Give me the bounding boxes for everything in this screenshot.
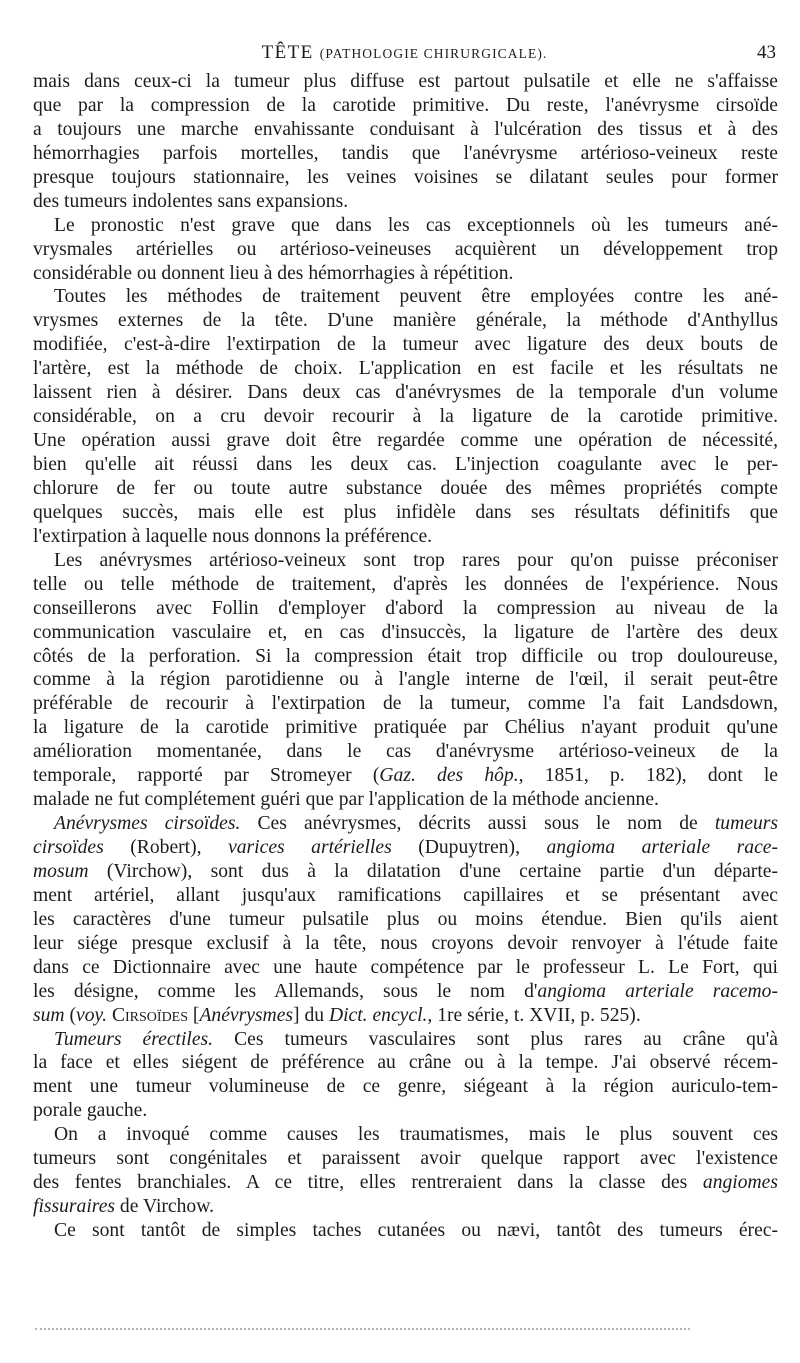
text-line (33, 908, 778, 932)
text-line (33, 1099, 778, 1123)
text-line (33, 668, 778, 692)
text-line (33, 190, 778, 214)
text-segment: la ligature de la carotide primitive pratiquée par Chélius n'ayant produit qu'une (33, 717, 778, 739)
text-segment: mosum (33, 860, 89, 882)
text-segment: temporale, rapporté par Stromeyer ( (33, 765, 380, 787)
text-segment: vrysmes externes de la tête. D'une manière générale, la méthode d'Anthyllus (33, 310, 778, 332)
text-segment: Les anévrysmes artérioso-veineux sont trop rares pour qu'on puisse préconiser (54, 549, 778, 571)
text-segment: [ (188, 1004, 200, 1026)
text-line (33, 740, 778, 764)
text-segment: conseillerons avec Follin d'employer d'abord la compression au niveau de la (33, 597, 778, 619)
text-line (33, 1004, 778, 1028)
text-segment: Une opération aussi grave doit être regardée comme une opération de nécessité, (33, 430, 778, 452)
text-line (33, 932, 778, 956)
text-segment: , 1851, p. 182), dont le (518, 765, 778, 787)
text-segment: Ces anévrysmes, décrits aussi sous le nom de (240, 813, 715, 835)
text-segment: , 1re série, t. XVII, p. 525). (427, 1004, 641, 1026)
text-line (33, 94, 778, 118)
text-line (33, 381, 778, 405)
text-line (33, 309, 778, 333)
text-line (33, 1195, 778, 1219)
text-segment: modifiée, c'est-à-dire l'extirpation de la tumeur avec ligature des deux bouts de (33, 334, 778, 356)
text-line (33, 692, 778, 716)
text-segment: presque toujours stationnaire, les veines voisines se dilatant seules pour former (33, 166, 778, 188)
text-line (33, 1075, 778, 1099)
text-segment: cirsoïdes (33, 837, 104, 858)
text-line (33, 788, 778, 812)
text-segment: considérable ou donnent lieu à des hémorrhagies à répétition. (33, 262, 514, 284)
text-segment: (Dupuytren), (391, 837, 547, 858)
text-segment: ( (64, 1004, 77, 1026)
text-line (33, 405, 778, 429)
header-title-sub: (PATHOLOGIE CHIRURGICALE). (319, 46, 548, 61)
text-segment: comme à la région parotidienne ou à l'angle interne de l'œil, il serait peut-être (33, 669, 778, 691)
text-segment: Ces tumeurs vasculaires sont plus rares au crâne qu'à (213, 1028, 778, 1050)
text-segment: ment une tumeur volumineuse de ce genre, siégeant à la région auriculo-tem- (33, 1076, 778, 1098)
text-segment: considérable, on a cru devoir recourir à la ligature de la carotide primitive. (33, 406, 778, 428)
text-segment: voy. (76, 1004, 108, 1026)
text-segment: des tumeurs indolentes sans expansions. (33, 190, 349, 212)
header-title (33, 42, 776, 64)
text-line (33, 357, 778, 381)
text-segment: hémorrhagies parfois mortelles, tandis que l'anévrysme artérioso-veineux reste (33, 142, 778, 164)
text-segment: (Robert), (103, 837, 229, 858)
text-segment: ment artériel, allant jusqu'aux ramifications capillaires et se présentant avec (33, 884, 778, 906)
text-segment: Toutes les méthodes de traitement peuvent être employées contre les ané- (54, 286, 778, 308)
text-segment: fissuraires (33, 1196, 116, 1218)
text-segment: sum (33, 1004, 65, 1026)
text-line (33, 285, 778, 309)
running-header (33, 42, 776, 72)
text-line (33, 118, 778, 142)
text-segment: de Virchow. (115, 1196, 214, 1218)
text-line (33, 1123, 778, 1147)
body-text (33, 70, 778, 1243)
text-segment: angioma arteriale racemo- (537, 980, 779, 1002)
text-segment: vrysmales artérielles ou artérioso-veineuses acquièrent un développement trop (33, 238, 778, 260)
page-number: 43 (757, 42, 776, 63)
text-segment: bien qu'elle ait réussi dans les deux cas. L'injection coagulante avec le per- (33, 454, 778, 475)
text-segment: varices artérielles (228, 837, 392, 858)
text-line (33, 1051, 778, 1075)
text-line (33, 70, 778, 94)
text-line (33, 1147, 778, 1171)
text-segment: (Virchow), sont dus à la dilatation d'une certaine partie d'un départe- (88, 860, 778, 882)
text-segment: quelques succès, mais elle est plus infidèle dans ses résultats définitifs que (33, 501, 778, 523)
text-line (33, 836, 778, 860)
text-segment: préférable de recourir à l'extirpation de la tumeur, comme l'a fait Landsdown, (33, 693, 778, 715)
text-segment: angioma arteriale race- (546, 837, 778, 858)
text-segment: tumeurs sont congénitales et paraissent avoir quelque rapport avec l'existence (33, 1148, 778, 1170)
text-segment: l'extirpation à laquelle nous donnons la préférence. (33, 525, 433, 547)
text-line (33, 549, 778, 573)
text-segment: telle ou telle méthode de traitement, d'après les données de l'expérience. Nous (33, 573, 778, 595)
text-line (33, 812, 778, 836)
text-segment: malade ne fut complétement guéri que par l'application de la méthode ancienne. (33, 789, 659, 811)
text-line (33, 1171, 778, 1195)
text-line (33, 1028, 778, 1052)
text-line (33, 980, 778, 1004)
text-segment: Le pronostic n'est grave que dans les cas exceptionnels où les tumeurs ané- (54, 214, 778, 236)
text-line (33, 1219, 778, 1243)
text-segment: Ce sont tantôt de simples taches cutanées ou nævi, tantôt des tumeurs érec- (54, 1220, 778, 1241)
text-segment: laissent rien à désirer. Dans deux cas d'anévrysmes de la temporale d'un volume (33, 382, 778, 404)
text-line (33, 214, 778, 238)
footer-dotted-rule (35, 1328, 690, 1330)
text-line (33, 262, 778, 286)
text-line (33, 884, 778, 908)
text-line (33, 166, 778, 190)
header-title-main: TÊTE (261, 42, 314, 63)
text-line (33, 621, 778, 645)
text-segment: a toujours une marche envahissante conduisant à l'ulcération des tissus et à des (33, 118, 778, 140)
text-segment: Dict. encycl. (328, 1004, 428, 1026)
text-line (33, 501, 778, 525)
text-line (33, 142, 778, 166)
text-segment: les caractères d'une tumeur pulsatile plus ou moins étendue. Bien qu'ils aient (33, 908, 778, 930)
text-line (33, 525, 778, 549)
text-segment: porale gauche. (33, 1100, 148, 1122)
text-segment: amélioration momentanée, dans le cas d'anévrysme artérioso-veineux de la (33, 741, 778, 763)
text-line (33, 716, 778, 740)
text-line (33, 477, 778, 501)
text-segment: leur siége presque exclusif à la tête, nous croyons devoir renvoyer à l'étude faite (33, 932, 778, 954)
text-line (33, 860, 778, 884)
text-segment: Anévrysmes (199, 1004, 294, 1026)
text-line (33, 333, 778, 357)
text-segment: côtés de la perforation. Si la compression était trop difficile ou trop douloureuse, (33, 645, 778, 667)
text-line (33, 956, 778, 980)
text-segment: la face et elles siégent de préférence au crâne ou à la tempe. J'ai observé récem- (33, 1052, 778, 1074)
text-segment: angiomes (702, 1172, 778, 1194)
text-segment: Cirsoïdes (111, 1004, 189, 1026)
text-segment: Tumeurs érectiles. (54, 1028, 214, 1050)
text-line (33, 645, 778, 669)
text-segment: que par la compression de la carotide primitive. Du reste, l'anévrysme cirsoïde (33, 94, 778, 116)
text-line (33, 453, 778, 477)
text-segment: Gaz. des hôp. (379, 765, 519, 787)
text-segment: tumeurs (714, 813, 778, 835)
text-line (33, 573, 778, 597)
text-segment: communication vasculaire et, en cas d'insuccès, la ligature de l'artère des deux (33, 621, 778, 643)
text-line (33, 597, 778, 621)
text-segment: ] du (293, 1004, 329, 1026)
text-segment: On a invoqué comme causes les traumatismes, mais le plus souvent ces (54, 1124, 778, 1146)
text-segment: l'artère, est la méthode de choix. L'application en est facile et les résultats ne (33, 358, 778, 380)
text-line (33, 764, 778, 788)
text-segment: Anévrysmes cirsoïdes. (54, 813, 241, 835)
text-segment: chlorure de fer ou toute autre substance douée des mêmes propriétés compte (33, 477, 778, 499)
text-segment: les désigne, comme les Allemands, sous le nom d' (33, 980, 538, 1002)
text-segment: mais dans ceux-ci la tumeur plus diffuse est partout pulsatile et elle ne s'affaisse (33, 71, 778, 92)
text-segment: des fentes branchiales. A ce titre, elles rentreraient dans la classe des (33, 1172, 703, 1194)
text-segment: dans ce Dictionnaire avec une haute compétence par le professeur L. Le Fort, qui (33, 956, 778, 978)
text-line (33, 238, 778, 262)
text-line (33, 429, 778, 453)
